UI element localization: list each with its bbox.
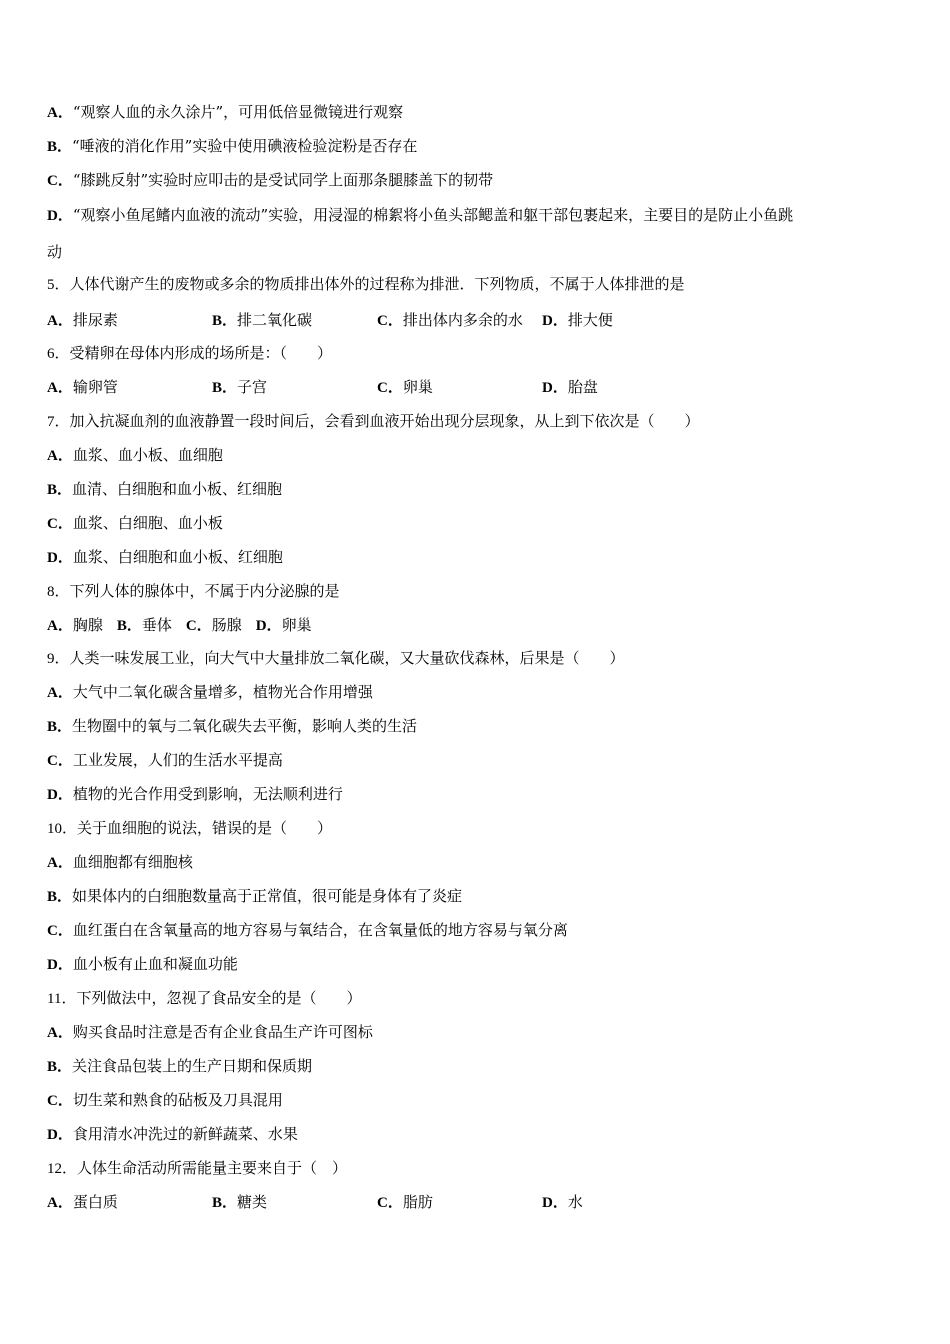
question-10-option-a [47, 851, 193, 873]
option-label: C． [47, 923, 73, 939]
q4-option-b [47, 135, 417, 157]
question-text: 加入抗凝血剂的血液静置一段时间后，会看到血液开始出现分层现象，从上到下依次是（ ） [69, 412, 700, 430]
question-11-stem [47, 987, 361, 1009]
option-label: D． [542, 1195, 568, 1211]
option-text: 如果体内的白细胞数量高于正常值，很可能是身体有了炎症 [72, 887, 463, 905]
option-d [256, 614, 312, 637]
question-6-options [47, 376, 747, 398]
option-label: B． [47, 139, 73, 155]
option-text: 排大便 [567, 311, 613, 329]
option-b [212, 309, 312, 332]
question-8-options [47, 614, 326, 636]
option-text: 血浆、白细胞和血小板、红细胞 [72, 548, 283, 566]
question-text: 下列人体的腺体中，不属于内分泌腺的是 [69, 582, 340, 600]
question-11-option-b [47, 1055, 312, 1077]
option-text: 排二氧化碳 [237, 311, 313, 329]
option-text: 脂肪 [402, 1193, 433, 1211]
option-label: A． [47, 105, 73, 121]
option-label: D． [542, 313, 568, 329]
option-text: 切生菜和熟食的砧板及刀具混用 [72, 1091, 283, 1109]
question-number: 7． [47, 414, 70, 430]
option-label: A． [47, 855, 73, 871]
option-text: 工业发展，人们的生活水平提高 [72, 751, 283, 769]
option-text: 血红蛋白在含氧量高的地方容易与氧结合，在含氧量低的地方容易与氧分离 [72, 921, 568, 939]
question-text: 人类一味发展工业，向大气中大量排放二氧化碳，又大量砍伐森林，后果是（ ） [69, 649, 625, 667]
option-a [47, 614, 103, 637]
question-number: 12． [47, 1161, 78, 1177]
option-label: C． [47, 1093, 73, 1109]
option-text: 水 [567, 1193, 583, 1211]
option-text: 购买食品时注意是否有企业食品生产许可图标 [72, 1023, 373, 1041]
question-9-option-d [47, 783, 343, 805]
option-d [542, 376, 598, 399]
option-c [377, 1191, 433, 1214]
option-label: C． [377, 1195, 403, 1211]
option-text: 血清、白细胞和血小板、红细胞 [72, 480, 283, 498]
option-text: 蛋白质 [72, 1193, 118, 1211]
q4-option-d [47, 204, 793, 226]
question-6-stem [47, 342, 332, 364]
option-label: D． [255, 618, 282, 634]
question-7-option-a [47, 444, 223, 466]
option-c [377, 376, 433, 399]
question-text: 人体生命活动所需能量主要来自于（ ） [77, 1159, 348, 1177]
question-9-option-c [47, 749, 283, 771]
option-text: “观察小鱼尾鳍内血液的流动”实验，用浸湿的棉絮将小鱼头部鳃盖和躯干部包裹起来，主要目的是防止小鱼跳 [72, 206, 794, 224]
option-label: A． [47, 380, 73, 396]
question-7-option-b [47, 478, 282, 500]
question-11-option-a [47, 1021, 373, 1043]
option-b [212, 1191, 267, 1214]
question-12-options [47, 1191, 747, 1213]
option-text: 胎盘 [567, 378, 598, 396]
option-label: D． [542, 380, 568, 396]
question-number: 10． [47, 821, 78, 837]
option-text: 关注食品包装上的生产日期和保质期 [72, 1057, 313, 1075]
option-label: D． [47, 957, 73, 973]
option-text: 输卵管 [72, 378, 118, 396]
question-5-options [47, 309, 747, 331]
question-number: 11． [47, 991, 77, 1007]
option-label: C． [47, 516, 73, 532]
option-label: A． [47, 313, 73, 329]
option-label: A． [47, 1195, 73, 1211]
question-9-option-b [47, 715, 417, 737]
question-7-option-d [47, 546, 283, 568]
option-text: 排出体内多余的水 [402, 311, 523, 329]
question-10-stem [47, 817, 332, 839]
question-number: 6． [47, 346, 70, 362]
question-text: 受精卵在母体内形成的场所是：（ ） [69, 344, 333, 362]
option-label: C． [377, 313, 403, 329]
option-c [186, 614, 242, 637]
option-text: “膝跳反射”实验时应叩击的是受试同学上面那条腿膝盖下的韧带 [72, 171, 494, 189]
question-8-stem [47, 580, 340, 602]
option-label: C． [47, 173, 73, 189]
option-a [47, 1191, 118, 1214]
option-text: 血浆、血小板、血细胞 [72, 446, 223, 464]
option-label: D． [47, 787, 73, 803]
option-b [212, 376, 267, 399]
option-c [377, 309, 523, 332]
question-12-stem [47, 1157, 347, 1179]
option-label: D． [47, 1127, 73, 1143]
option-text: 胸腺 [72, 616, 103, 634]
option-label: A． [47, 685, 73, 701]
option-label: B． [47, 719, 73, 735]
q4-option-c [47, 169, 493, 191]
option-label: B． [116, 618, 142, 634]
option-text: 大气中二氧化碳含量增多，植物光合作用增强 [72, 683, 373, 701]
option-text: 食用清水冲洗过的新鲜蔬菜、水果 [72, 1125, 298, 1143]
option-label: A． [47, 618, 73, 634]
option-text: 肠腺 [211, 616, 242, 634]
option-label: B． [212, 1195, 238, 1211]
question-number: 8． [47, 584, 70, 600]
option-text: 血细胞都有细胞核 [72, 853, 193, 871]
question-number: 9． [47, 651, 70, 667]
question-10-option-d [47, 953, 238, 975]
option-text: 血小板有止血和凝血功能 [72, 955, 238, 973]
option-label: B． [212, 380, 238, 396]
option-label: A． [47, 1025, 73, 1041]
question-text: 关于血细胞的说法，错误的是（ ） [77, 819, 333, 837]
question-9-stem [47, 647, 625, 669]
option-text: 生物圈中的氧与二氧化碳失去平衡，影响人类的生活 [72, 717, 418, 735]
option-text: 糖类 [237, 1193, 268, 1211]
option-label: B． [47, 889, 73, 905]
option-text: “唾液的消化作用”实验中使用碘液检验淀粉是否存在 [72, 137, 418, 155]
option-text: 卵巢 [281, 616, 312, 634]
question-text: 人体代谢产生的废物或多余的物质排出体外的过程称为排泄．下列物质，不属于人体排泄的是 [69, 275, 685, 293]
option-b [117, 614, 172, 637]
question-7-stem [47, 410, 700, 432]
option-a [47, 309, 118, 332]
option-text: 垂体 [141, 616, 172, 634]
question-10-option-b [47, 885, 462, 907]
option-label: B． [47, 1059, 73, 1075]
q4-option-d-continuation [47, 241, 62, 263]
question-5-stem [47, 273, 685, 295]
option-label: B． [212, 313, 238, 329]
option-label: C． [377, 380, 403, 396]
option-d [542, 1191, 583, 1214]
option-text-continuation: 动 [47, 243, 63, 261]
option-label: C． [47, 753, 73, 769]
option-text: 卵巢 [402, 378, 433, 396]
option-text: 血浆、白细胞、血小板 [72, 514, 223, 532]
option-text: 植物的光合作用受到影响，无法顺利进行 [72, 785, 343, 803]
option-label: D． [47, 550, 73, 566]
option-text: 子宫 [237, 378, 268, 396]
option-a [47, 376, 118, 399]
question-number: 5． [47, 277, 70, 293]
option-text: 排尿素 [72, 311, 118, 329]
option-label: D． [47, 208, 73, 224]
question-9-option-a [47, 681, 373, 703]
question-11-option-d [47, 1123, 298, 1145]
option-label: A． [47, 448, 73, 464]
question-7-option-c [47, 512, 223, 534]
question-10-option-c [47, 919, 568, 941]
option-text: “观察人血的永久涂片”，可用低倍显微镜进行观察 [72, 103, 404, 121]
option-label: B． [47, 482, 73, 498]
q4-option-a [47, 101, 403, 123]
question-text: 下列做法中，忽视了食品安全的是（ ） [76, 989, 362, 1007]
question-11-option-c [47, 1089, 283, 1111]
option-label: C． [185, 618, 212, 634]
option-d [542, 309, 613, 332]
